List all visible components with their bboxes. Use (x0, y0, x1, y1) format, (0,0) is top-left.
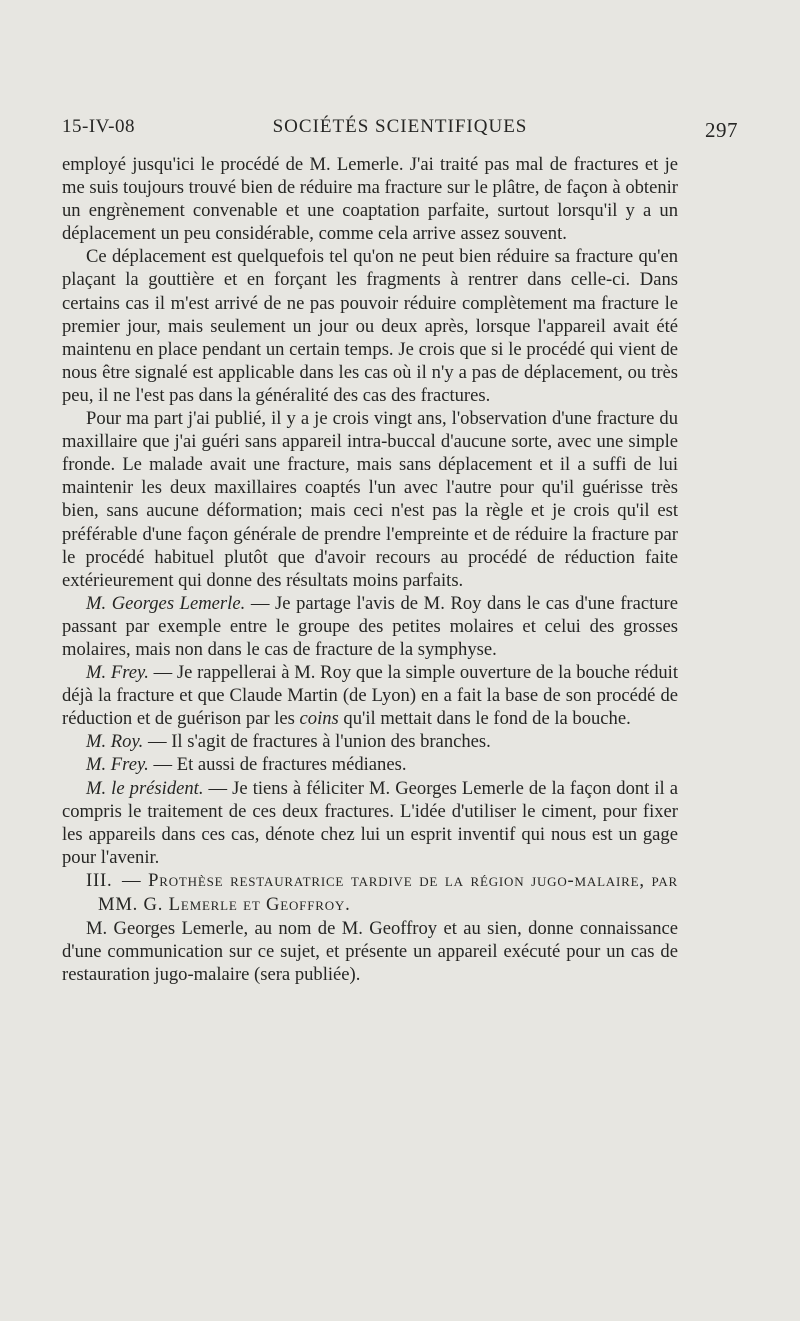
paragraph-3: Pour ma part j'ai publié, il y a je crois vingt ans, l'observation d'une fracture du maxillaire que j'ai guéri sans appareil intra-buccal d'aucune sorte, avec une simple fronde. Le malade avait une fracture, mais sans déplacement et il a suffi de lui maintenir les deux maxillaires coaptés l'un avec l'autre pour qu'il guérisse très bien, sans aucune déformation; mais ceci n'est pas la règle et je crois qu'il est préférable d'une façon générale de prendre l'empreinte et de réduire la fracture par le procédé habituel plutôt que d'avoir recours au procédé de réduction faite extérieurement qui donne des résultats moins parfaits. (62, 408, 678, 591)
paragraph-7 (62, 753, 678, 776)
running-title: SOCIÉTÉS SCIENTIFIQUES (272, 116, 528, 137)
section-number: III. (86, 869, 113, 891)
speaker-frey: M. Frey. (86, 662, 149, 684)
speaker-president: M. le président. (86, 777, 204, 799)
article-body (62, 153, 678, 986)
section-title: — Prothèse restauratrice tardive de la région jugo-malaire, par MM. G. Lemerle et Geoffroy. (98, 869, 678, 915)
paragraph-2: Ce déplacement est quelquefois tel qu'on ne peut bien réduire sa fracture qu'en plaçant la gouttière et en forçant les fragments à rentrer dans celle-ci. Dans certains cas il m'est arrivé de ne pas pouvoir réduire complètement ma fracture le premier jour, mais seulement un jour ou deux après, lorsque l'appareil avait été maintenu en place pendant un certain temps. Je crois que si le procédé qui vient de nous être signalé est applicable dans les cas où il n'y a pas de déplacement, ou très peu, il ne l'est pas dans la généralité des cas des fractures. (62, 246, 678, 406)
section-heading (62, 869, 678, 917)
speech-text: — Je partage l'avis de M. Roy dans le cas d'une fracture passant par exemple entre le groupe des petites molaires et celui des grosses molaires, mais non dans le cas de fracture de la symphyse. (62, 592, 678, 660)
paragraph-6 (62, 730, 678, 753)
speech-text: — Je tiens à féliciter M. Georges Lemerle de la façon dont il a compris le traitement de ces deux fractures. L'idée d'utiliser le ciment, pour fixer les appareils dans ces cas, dénote chez lui un esprit inventif qui nous est un gage pour l'avenir. (62, 777, 678, 868)
paragraph-4 (62, 592, 678, 661)
speaker-frey: M. Frey. (86, 754, 149, 776)
speech-text: — Je rappellerai à M. Roy que la simple ouverture de la bouche réduit déjà la fracture et que Claude Martin (de Lyon) en a fait la base de son procédé de réduction et de guérison par les (62, 662, 678, 730)
page-number: 297 (705, 118, 738, 142)
speech-text: qu'il mettait dans le fond de la bouche. (338, 708, 631, 730)
speech-text: — Et aussi de fractures médianes. (148, 754, 407, 776)
paragraph-9: M. Georges Lemerle, au nom de M. Geoffroy et au sien, donne connaissance d'une communication sur ce sujet, et présente un appareil exécuté pour un cas de restauration jugo-malaire (sera publiée). (62, 917, 678, 986)
speaker-lemerle: M. Georges Lemerle. (86, 592, 246, 614)
speech-text: — Il s'agit de fractures à l'union des branches. (143, 731, 491, 753)
paragraph-5 (62, 661, 678, 730)
speaker-roy: M. Roy. (86, 731, 144, 753)
running-head (62, 116, 738, 146)
issue-date: 15-IV-08 (62, 116, 135, 137)
paragraph-8 (62, 777, 678, 869)
italic-term: coins (299, 708, 339, 730)
paragraph-1: employé jusqu'ici le procédé de M. Lemerle. J'ai traité pas mal de fractures et je me suis toujours trouvé bien de réduire ma fracture sur le plâtre, de façon à obtenir un engrènement convenable et une coaptation parfaite, surtout lorsqu'il y a un déplacement un peu considérable, comme cela arrive assez souvent. (62, 154, 678, 245)
